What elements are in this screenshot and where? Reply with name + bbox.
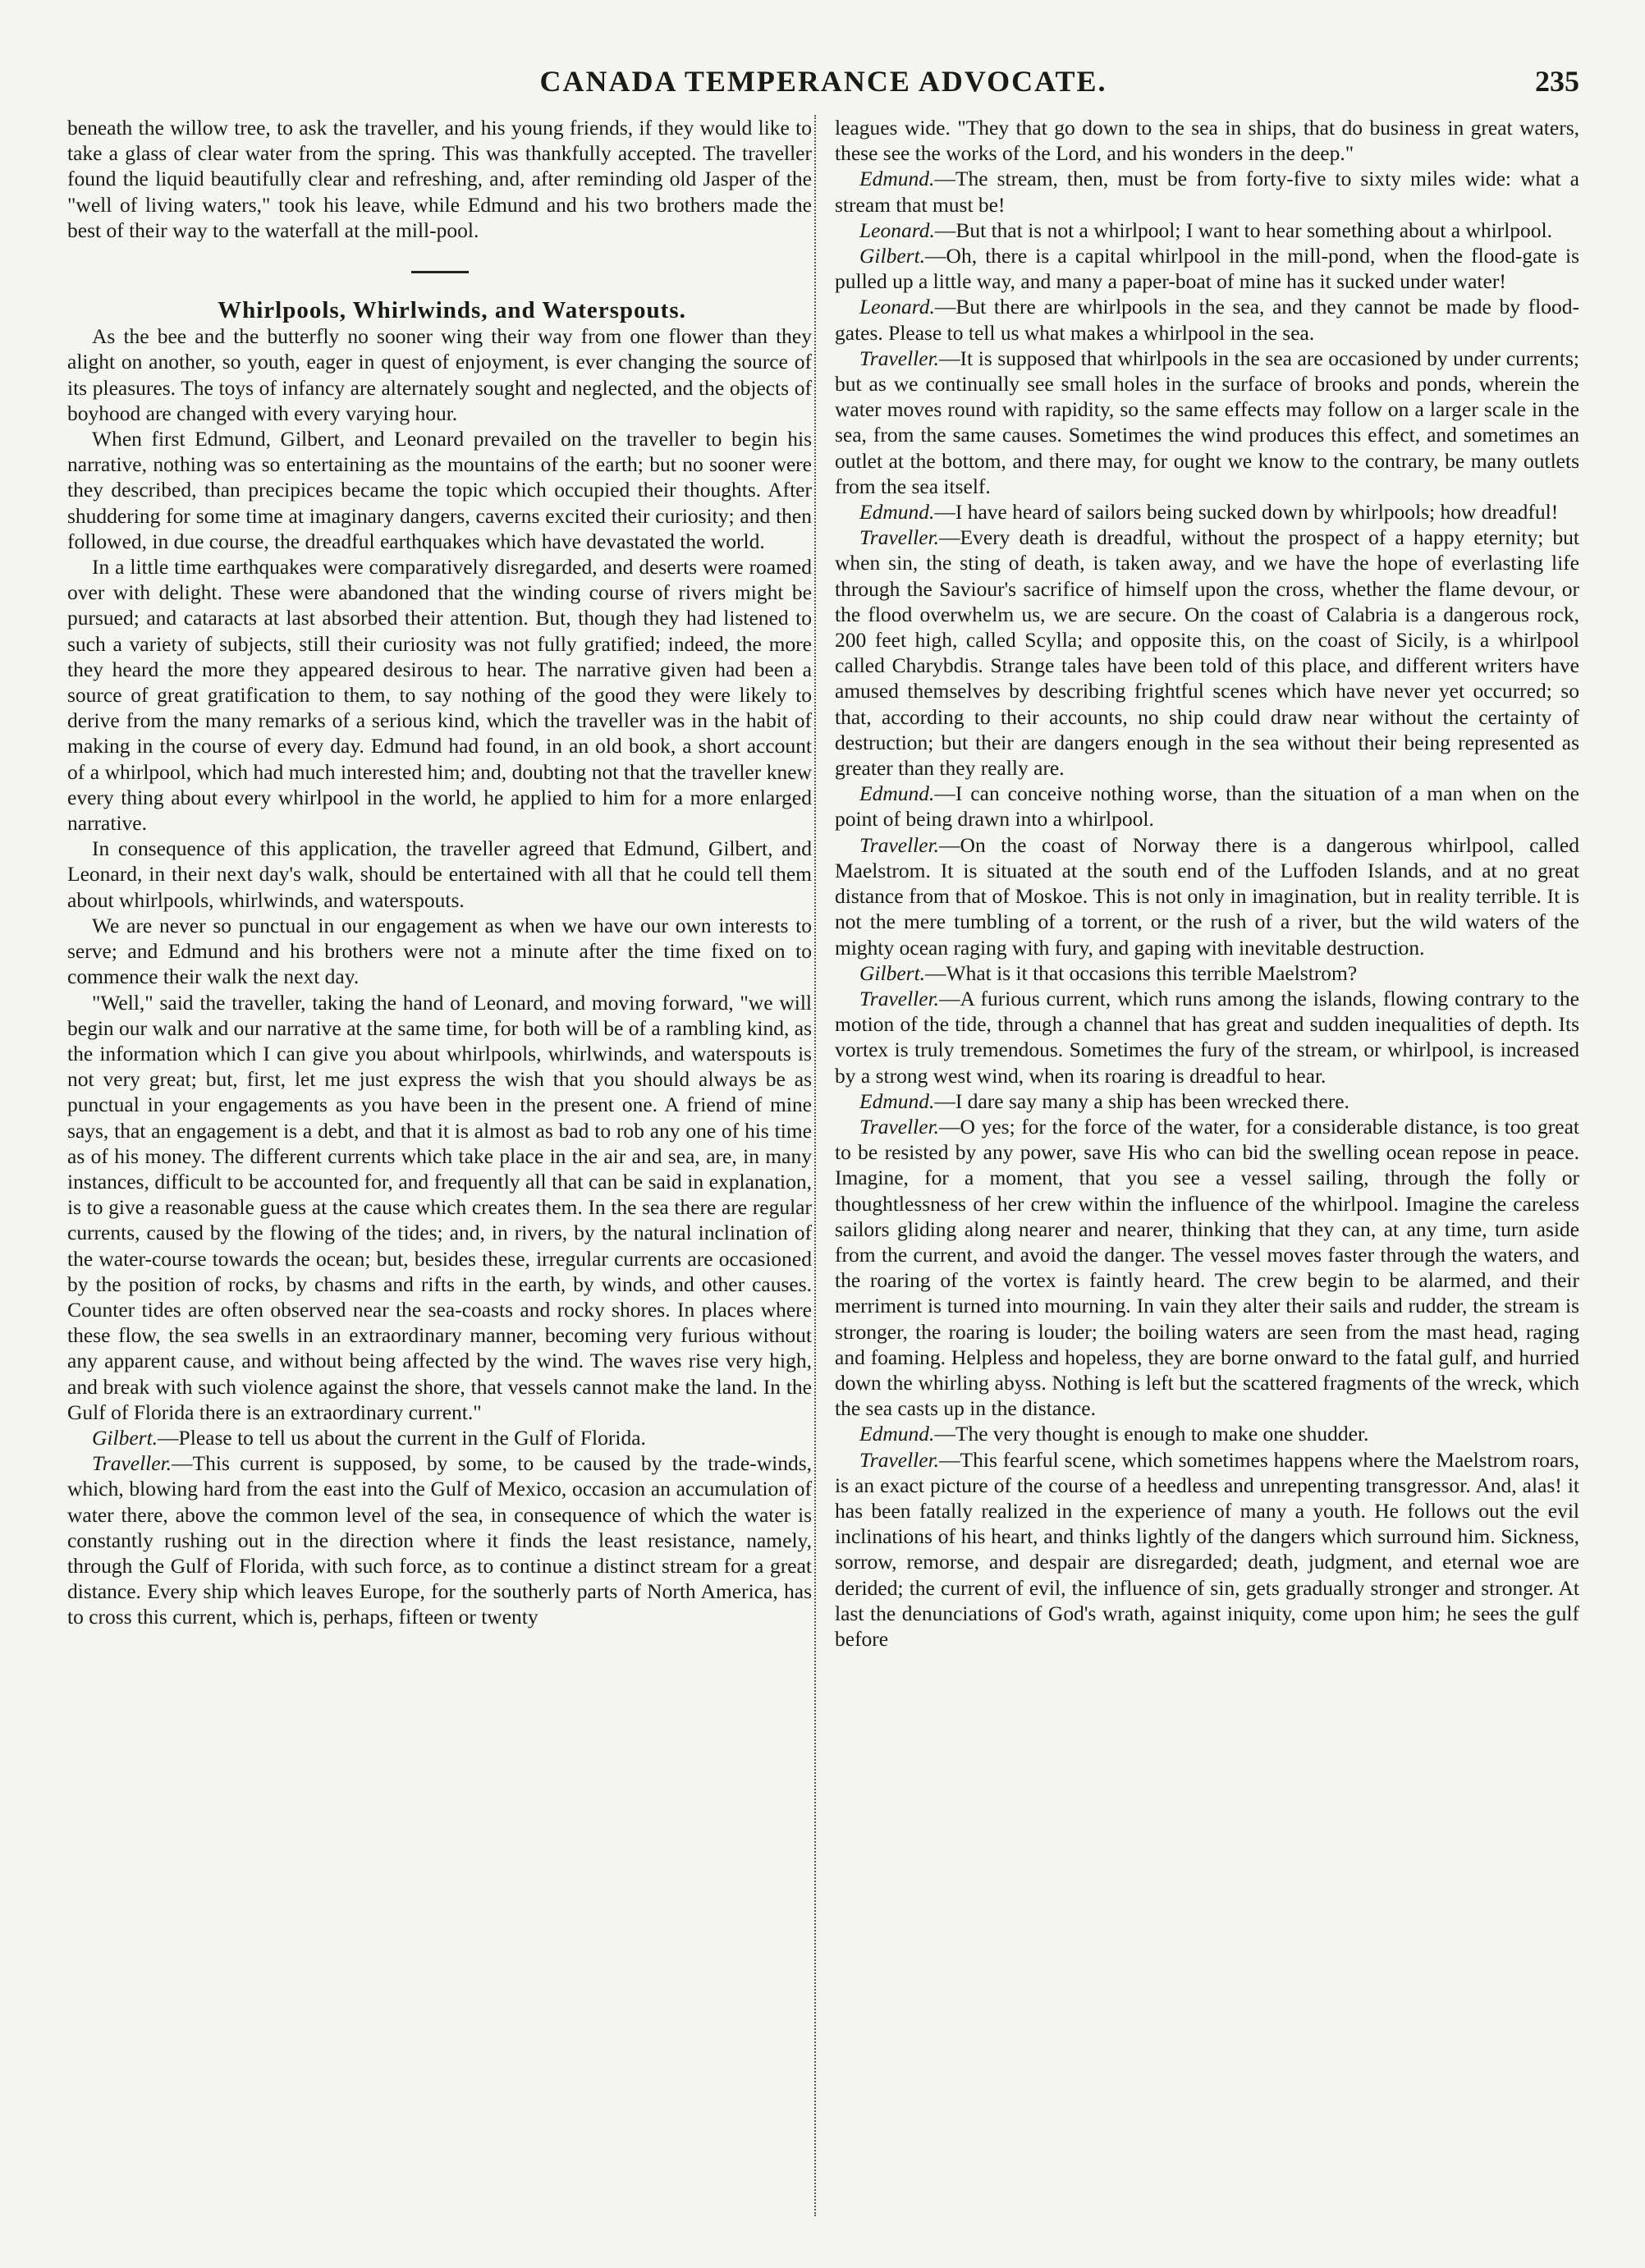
right-column: [835, 115, 1579, 2216]
paragraph-text: —I dare say many a ship has been wrecked there.: [934, 1088, 1349, 1113]
speaker-name: Edmund.: [859, 781, 935, 806]
speaker-name: Edmund.: [859, 1422, 935, 1446]
dialogue-paragraph: [835, 294, 1579, 345]
paragraph-text: —A furious current, which runs among the islands, flowing contrary to the motion of the tide, through a channel that has great and sudden inequalities of depth. Its vortex is truly tremendous. Sometimes the fury of the stream, or whirlpool, is increased by a strong west wind, when its roaring is dreadful to hear.: [835, 986, 1579, 1088]
speaker-name: Traveller.: [859, 1447, 940, 1472]
speaker-name: Leonard.: [859, 218, 935, 242]
article-title: Whirlpools, Whirlwinds, and Waterspouts.: [218, 297, 686, 324]
paragraph-text: As the bee and the butterfly no sooner wing their way from one flower than they alight on another, so youth, eager in quest of enjoyment, is ever changing the source of its pleasures. The toys of infancy are alternately sought and neglected, and the objects of boyhood are changed with every varying hour.: [67, 324, 812, 425]
paragraph-text: —But there are whirlpools in the sea, and they cannot be made by flood-gates. Please to tell us what makes a whirlpool in the sea.: [835, 295, 1579, 345]
dialogue-paragraph: [835, 781, 1579, 832]
paragraph-text: —O yes; for the force of the water, for a considerable distance, is too great to be resisted by any power, save His who can bid the swelling ocean repose in peace. Imagine, for a moment, that you see a vessel sailing, through the folly or thoughtlessness of her crew within the influence of the whirlpool. Imagine the careless sailors gliding along nearer and nearer, thinking that they can, at any time, turn aside from the current, and avoid the danger. The vessel moves faster through the waters, and the roaring of the vortex is faintly heard. The crew begin to be alarmed, and their merriment is turned into mourning. In vain they alter their sails and rudder, the stream is stronger, the roaring is louder; the boiling waters are seen from the mast head, raging and foaming. Helpless and hopeless, they are borne onward to the fatal gulf, and hurried down the whirling abyss. Nothing is left but the scattered fragments of the wreck, which the sea casts up in the distance.: [835, 1114, 1579, 1421]
continued-paragraph: beneath the willow tree, to ask the traveller, and his young friends, if they would like to take a glass of clear water from the spring. This was thankfully accepted. The traveller found the liquid beautifully clear and refreshing, and, after reminding old Jasper of the "well of living waters," took his leave, while Edmund and his two brothers made the best of their way to the waterfall at the mill-pool.: [67, 116, 812, 242]
body-paragraph: [67, 990, 812, 1425]
dialogue-paragraph: [67, 1425, 812, 1450]
paragraph-text: —I can conceive nothing worse, than the situation of a man when on the point of being drawn into a whirlpool.: [835, 781, 1579, 832]
body-paragraph: [67, 323, 812, 426]
paragraph-text: —This current is supposed, by some, to be caused by the trade-winds, which, blowing hard from the east into the Gulf of Mexico, occasion an accumulation of water there, above the common level of the sea, in consequence of which the water is constantly rushing out in the direction where it finds the least resistance, namely, through the Gulf of Florida, with such force, as to continue a distinct stream for a great distance. Every ship which leaves Europe, for the southerly parts of North America, has to cross this current, which is, perhaps, fifteen or twenty: [67, 1451, 812, 1629]
dialogue-paragraph: [835, 986, 1579, 1088]
paragraph-text: —I have heard of sailors being sucked down by whirlpools; how dreadful!: [934, 500, 1559, 525]
paragraph-text: —What is it that occasions this terrible Maelstrom?: [925, 960, 1358, 985]
paragraph-text: —This fearful scene, which sometimes happens where the Maelstrom roars, is an exact picture of the course of a heedless and unrepenting transgressor. And, alas! it has been fatally realized in the experience of many a youth. He follows out the evil inclinations of his heart, and thinks lightly of the dangers which surround him. Sickness, sorrow, remorse, and despair are disregarded; death, judgment, and eternal woe are derided; the current of evil, the influence of sin, gets gradually stronger and stronger. At last the denunciations of God's wrath, against iniquity, come upon him; he sees the gulf before: [835, 1447, 1579, 1651]
paragraph-text: —Oh, there is a capital whirlpool in the mill-pond, when the flood-gate is pulled up a little way, and many a paper-boat of mine has it sucked under water!: [835, 244, 1579, 294]
dialogue-paragraph: [835, 243, 1579, 294]
body-paragraph: [67, 836, 812, 913]
paragraph-text: —The stream, then, must be from forty-five to sixty miles wide: what a stream that must be!: [835, 167, 1579, 217]
speaker-name: Gilbert.: [859, 244, 926, 268]
dialogue-paragraph: [835, 1421, 1579, 1446]
paragraph-text: —But that is not a whirlpool; I want to hear something about a whirlpool.: [934, 218, 1552, 242]
dialogue-paragraph: [835, 1447, 1579, 1652]
section-divider: [411, 271, 469, 273]
paragraph-text: —It is supposed that whirlpools in the sea are occasioned by under currents; but as we continually see small holes in the surface of brooks and ponds, wherein the water moves round with rapidity, so the same effects may follow on a larger scale in the sea, from the same causes. Sometimes the wind produces this effect, and sometimes an outlet at the bottom, and there may, for ought we know to the contrary, be many outlets from the sea itself.: [835, 346, 1579, 498]
speaker-name: Edmund.: [859, 1088, 935, 1113]
paragraph-text: In consequence of this application, the traveller agreed that Edmund, Gilbert, and Leonard, in their next day's walk, should be entertained with all that he could tell them about whirlpools, whirlwinds, and waterspouts.: [67, 836, 812, 912]
speaker-name: Gilbert.: [859, 960, 926, 985]
body-paragraph: [67, 913, 812, 990]
paragraph-text: In a little time earthquakes were comparatively disregarded, and deserts were roamed over with delight. These were abandoned that the winding course of rivers might be pursued; and cataracts at last absorbed their attention. But, though they had listened to such a variety of subjects, still their curiosity was not fully gratified; indeed, the more they heard the more they appeared desirous to hear. The narrative given had been a source of great gratification to them, to say nothing of the good they were likely to derive from the many remarks of a serious kind, which the traveller was in the habit of making in the course of every day. Edmund had found, in an old book, a short account of a whirlpool, which had much interested him; and, doubting not that the traveller knew every thing about every whirlpool in the world, he applied to him for a more enlarged narrative.: [67, 555, 812, 836]
paragraph-text: When first Edmund, Gilbert, and Leonard prevailed on the traveller to begin his narrative, nothing was so entertaining as the mountains of the earth; but no sooner were they described, than precipices became the topic which occupied their thoughts. After shuddering for some time at imaginary dangers, caverns excited their curiosity; and then followed, in due course, the dreadful earthquakes which have devastated the world.: [67, 427, 812, 553]
page-header: [67, 64, 1579, 115]
paragraph-text: "Well," said the traveller, taking the hand of Leonard, and moving forward, "we will begin our walk and our narrative at the same time, for both will be of a rambling kind, as the information which I can give you about whirlpools, whirlwinds, and waterspouts is not very great; but, first, let me just express the wish that you should always be as punctual in your engagements as you have been in the present one. A friend of mine says, that an engagement is a debt, and that it is almost as bad to rob any one of his time as of his money. The different currents which take place in the air and sea, are, in many instances, difficult to be accounted for, and frequently all that can be said in explanation, is to give a reasonable guess at the cause which creates them. In the sea there are regular currents, caused by the flowing of the tides; and, in rivers, by the natural inclination of the water-course towards the ocean; but, besides these, irregular currents are occasioned by the position of rocks, by chasms and rifts in the earth, by winds, and other causes. Counter tides are often observed near the sea-coasts and rocky shores. In places where these flow, the sea swells in an extraordinary manner, becoming very furious without any apparent cause, and without being affected by the wind. The waves rise very high, and break with such violence against the shore, that vessels cannot make the land. In the Gulf of Florida there is an extraordinary current.": [67, 990, 812, 1424]
speaker-name: Traveller.: [859, 832, 940, 857]
body-paragraph: [67, 554, 812, 836]
continued-paragraph: leagues wide. "They that go down to the sea in ships, that do business in great waters, these see the works of the Lord, and his wonders in the deep.": [835, 116, 1579, 166]
speaker-name: Traveller.: [859, 346, 940, 370]
paragraph-text: —On the coast of Norway there is a dangerous whirlpool, called Maelstrom. It is situated at the south end of the Luffoden Islands, and at no great distance from that of Moskoe. This is not only in imagination, but in reality terrible. It is not the mere tumbling of a torrent, or the rush of a river, but the wild waters of the mighty ocean raging with fury, and gaping with inevitable destruction.: [835, 832, 1579, 960]
left-column: [67, 115, 812, 2216]
dialogue-paragraph: [67, 1450, 812, 1629]
dialogue-paragraph: [835, 832, 1579, 960]
paragraph-text: —Every death is dreadful, without the prospect of a happy eternity; but when sin, the sting of death, is taken away, and we have the hope of everlasting life through the Saviour's sacrifice of himself upon the cross, whether the flame devour, or the flood overwhelm us, we are secure. On the coast of Calabria is a dangerous rock, 200 feet high, called Scylla; and opposite this, on the coast of Sicily, is a whirlpool called Charybdis. Strange tales have been told of this place, and different writers have amused themselves by describing frightful scenes which have never yet occurred; so that, according to their accounts, no ship could draw near without the certainty of destruction; but their are dangers enough in the sea without their being represented as greater than they really are.: [835, 525, 1579, 781]
dialogue-paragraph: [835, 1114, 1579, 1421]
speaker-name: Leonard.: [859, 295, 935, 319]
speaker-name: Traveller.: [859, 986, 940, 1010]
body-paragraph: [67, 426, 812, 554]
dialogue-paragraph: [835, 218, 1579, 243]
speaker-name: Gilbert.: [92, 1425, 158, 1450]
speaker-name: Traveller.: [859, 1114, 940, 1139]
dialogue-paragraph: [835, 525, 1579, 781]
speaker-name: Edmund.: [859, 500, 935, 525]
running-title: CANADA TEMPERANCE ADVOCATE.: [539, 65, 1107, 98]
text-columns: [67, 115, 1579, 2216]
dialogue-paragraph: [835, 960, 1579, 986]
dialogue-paragraph: [835, 499, 1579, 525]
speaker-name: Traveller.: [859, 525, 940, 550]
paragraph-text: —Please to tell us about the current in the Gulf of Florida.: [158, 1425, 646, 1450]
dialogue-paragraph: [835, 1088, 1579, 1114]
column-divider: [814, 115, 832, 2216]
speaker-name: Edmund.: [859, 167, 935, 191]
paragraph-text: —The very thought is enough to make one shudder.: [934, 1422, 1369, 1446]
page-number: 235: [1535, 65, 1579, 98]
paragraph-text: We are never so punctual in our engagement as when we have our own interests to serve; and Edmund and his brothers were not a minute after the time fixed on to commence their walk the next day.: [67, 913, 812, 989]
dialogue-paragraph: [835, 346, 1579, 499]
dialogue-paragraph: [835, 166, 1579, 217]
speaker-name: Traveller.: [92, 1451, 172, 1476]
